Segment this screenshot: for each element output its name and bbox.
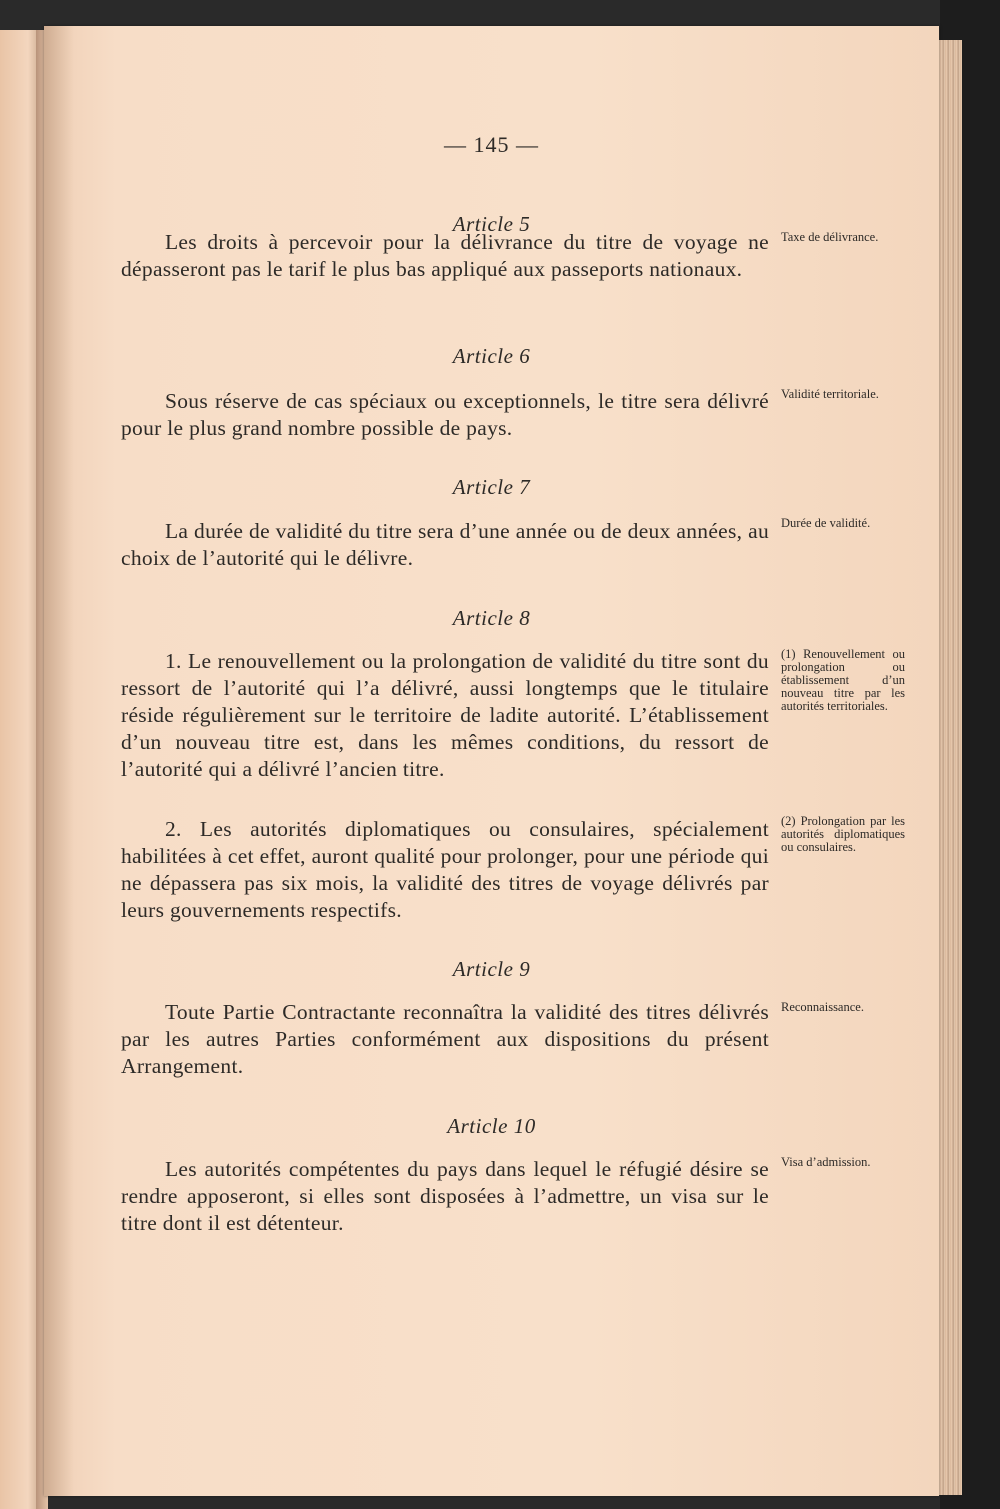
article-9-heading: Article 9: [452, 957, 531, 981]
article-5-paragraph: Les droits à percevoir pour la délivrance du titre de voyage ne dépasseront pas le tarif le plus bas appliqué aux passeports nationaux.: [121, 230, 769, 281]
article-10-margin-note: Visa d’admission.: [781, 1155, 871, 1169]
article-8-margin-note-2: (2) Prolongation par les autorités diplomatiques ou consulaires.: [781, 814, 905, 854]
article-8-paragraph-2: 2. Les autorités diplomatiques ou consulaires, spécialement habilitées à cet effet, auront qualité pour prolonger, pour une période qui ne dépassera pas six mois, la validité des titres de voyage délivrés par leurs gouvernements respectifs.: [121, 817, 769, 922]
article-9-margin-note: Reconnaissance.: [781, 1000, 864, 1014]
article-6-margin-note: Validité territoriale.: [781, 387, 879, 401]
article-10-paragraph: Les autorités compétentes du pays dans lequel le réfugié désire se rendre apposeront, si elles sont disposées à l’admettre, un visa sur le titre dont il est détenteur.: [121, 1157, 769, 1235]
article-7-paragraph: La durée de validité du titre sera d’une année ou de deux années, au choix de l’autorité qui le délivre.: [121, 519, 769, 570]
article-5-heading: Article 5: [452, 212, 531, 236]
article-8-margin-note-1: (1) Renouvellement ou prolongation ou établissement d’un nouveau titre par les autorités territoriales.: [781, 647, 905, 713]
article-5-margin-note: Taxe de délivrance.: [781, 230, 879, 244]
article-10-heading: Article 10: [447, 1114, 536, 1138]
page-number: — 145 —: [444, 132, 539, 157]
article-9-paragraph: Toute Partie Contractante reconnaîtra la validité des titres délivrés par les autres Parties conformément aux dispositions du présent Arrangement.: [121, 1000, 769, 1078]
article-8-heading: Article 8: [452, 606, 531, 630]
page-fold-shadow: [44, 26, 74, 1496]
article-6-paragraph: Sous réserve de cas spéciaux ou exceptionnels, le titre sera délivré pour le plus grand nombre possible de pays.: [121, 389, 769, 440]
article-7-margin-note: Durée de validité.: [781, 516, 871, 530]
article-6-heading: Article 6: [452, 344, 531, 368]
book-page: [44, 26, 939, 1496]
adjacent-page: [0, 30, 40, 1509]
article-8-paragraph-1: 1. Le renouvellement ou la prolongation de validité du titre sont du ressort de l’autorité qui l’a délivré, aussi longtemps que le titulaire réside régulièrement sur le territoire de ladite autorité. L’établissement d’un nouveau titre est, dans les mêmes conditions, du ressort de l’autorité qui a délivré l’ancien titre.: [121, 649, 769, 781]
article-7-heading: Article 7: [452, 475, 531, 499]
